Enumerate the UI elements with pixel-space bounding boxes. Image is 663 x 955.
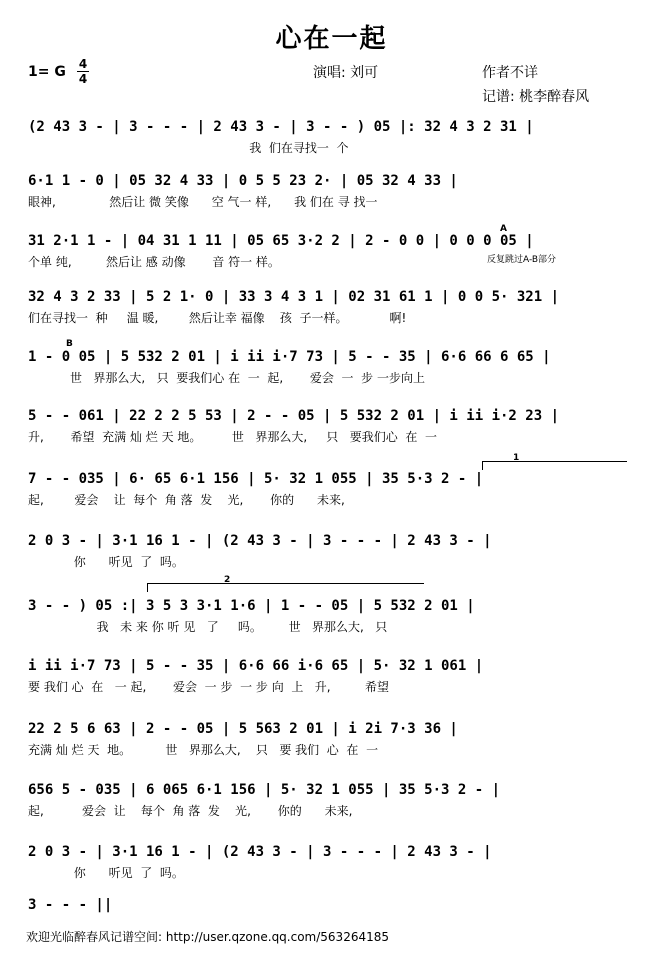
author-credit: 作者不详 (482, 65, 538, 81)
score-row-notes: 3 - - - || (28, 897, 113, 913)
marker-a: A (500, 224, 507, 234)
score-row-notes: 6·1 1 - 0 | 05 32 4 33 | 0 5 5 23 2· | 05 32 4 33 | (28, 173, 458, 189)
score-row-lyrics: 起, 爱会 让 每个 角 落 发 光, 你的 未来, (28, 804, 353, 818)
score-row-lyrics: 充满 灿 烂 天 地。 世 界那么大, 只 要 我们 心 在 一 (28, 743, 379, 757)
score-row-lyrics: 世 界那么大, 只 要我们心 在 一 起, 爱会 一 步 一步向上 (28, 371, 425, 385)
score-row-notes: 5 - - 061 | 22 2 2 5 53 | 2 - - 05 | 5 532 2 01 | i ii i·2 23 | (28, 408, 560, 424)
score-row-notes: 32 4 3 2 33 | 5 2 1· 0 | 33 3 4 3 1 | 02 31 61 1 | 0 0 5· 321 | (28, 289, 560, 305)
score-row-lyrics: 眼神, 然后让 微 笑像 空 气一 样, 我 们在 寻 找一 (28, 195, 378, 209)
score-row-notes: 7 - - 035 | 6· 65 6·1 156 | 5· 32 1 055 | 35 5·3 2 - | (28, 471, 484, 487)
score-row-notes: 31 2·1 1 - | 04 31 1 11 | 05 65 3·2 2 | 2 - 0 0 | 0 0 0 05 | (28, 233, 534, 249)
score-row-lyrics: 我 们在寻找一 个 (28, 141, 349, 155)
score-row-notes: (2 43 3 - | 3 - - - | 2 43 3 - | 3 - - ) 05 |: 32 4 3 2 31 | (28, 119, 534, 135)
score-row-notes: 22 2 5 6 63 | 2 - - 05 | 5 563 2 01 | i 2i 7·3 36 | (28, 721, 458, 737)
score-row-lyrics: 个单 纯, 然后让 感 动像 音 符一 样。 (28, 255, 280, 269)
score-row-notes: 2 0 3 - | 3·1 16 1 - | (2 43 3 - | 3 - - - | 2 43 3 - | (28, 844, 492, 860)
time-signature-bottom: 4 (78, 72, 88, 86)
score-row-notes: i ii i·7 73 | 5 - - 35 | 6·6 66 i·6 65 | 5· 32 1 061 | (28, 658, 484, 674)
score-row-lyrics: 你 听见 了 吗。 (28, 555, 184, 569)
time-signature (77, 58, 89, 85)
volta-1-label: 1 (513, 453, 520, 463)
time-signature-top: 4 (78, 57, 88, 71)
repeat-annotation: 反复跳过A-B部分 (487, 255, 557, 265)
volta-2-label: 2 (224, 575, 231, 585)
score-row-lyrics: 升, 希望 充满 灿 烂 天 地。 世 界那么大, 只 要我们心 在 一 (28, 430, 437, 444)
score-row-lyrics: 们在寻找一 种 温 暖, 然后让幸 福像 孩 子一样。 啊! (28, 311, 407, 325)
volta-2-bracket (147, 575, 424, 592)
notator-credit: 记谱: 桃李醉春风 (482, 89, 590, 105)
score-row-notes: 656 5 - 035 | 6 065 6·1 156 | 5· 32 1 055 | 35 5·3 2 - | (28, 782, 501, 798)
footer-credit: 欢迎光临醉春风记谱空间: http://user.qzone.qq.com/563264185 (26, 930, 390, 944)
score-row-lyrics: 起, 爱会 让 每个 角 落 发 光, 你的 未来, (28, 493, 345, 507)
key-signature: 1= G (28, 64, 66, 80)
singer-credit: 演唱: 刘可 (313, 65, 379, 81)
score-row-lyrics: 我 未 来 你 听 见 了 吗。 世 界那么大, 只 (28, 620, 388, 634)
score-row-notes: 3 - - ) 05 :| 3 5 3 3·1 1·6 | 1 - - 05 | 5 532 2 01 | (28, 598, 475, 614)
song-title: 心在一起 (275, 24, 388, 54)
volta-1-bracket (482, 453, 627, 470)
marker-b: B (66, 339, 73, 349)
score-row-lyrics: 你 听见 了 吗。 (28, 866, 184, 880)
score-row-notes: 1 - 0 05 | 5 532 2 01 | i ii i·7 73 | 5 - - 35 | 6·6 66 6 65 | (28, 349, 551, 365)
score-row-notes: 2 0 3 - | 3·1 16 1 - | (2 43 3 - | 3 - - - | 2 43 3 - | (28, 533, 492, 549)
score-row-lyrics: 要 我们 心 在 一 起, 爱会 一 步 一 步 向 上 升, 希望 (28, 680, 389, 694)
